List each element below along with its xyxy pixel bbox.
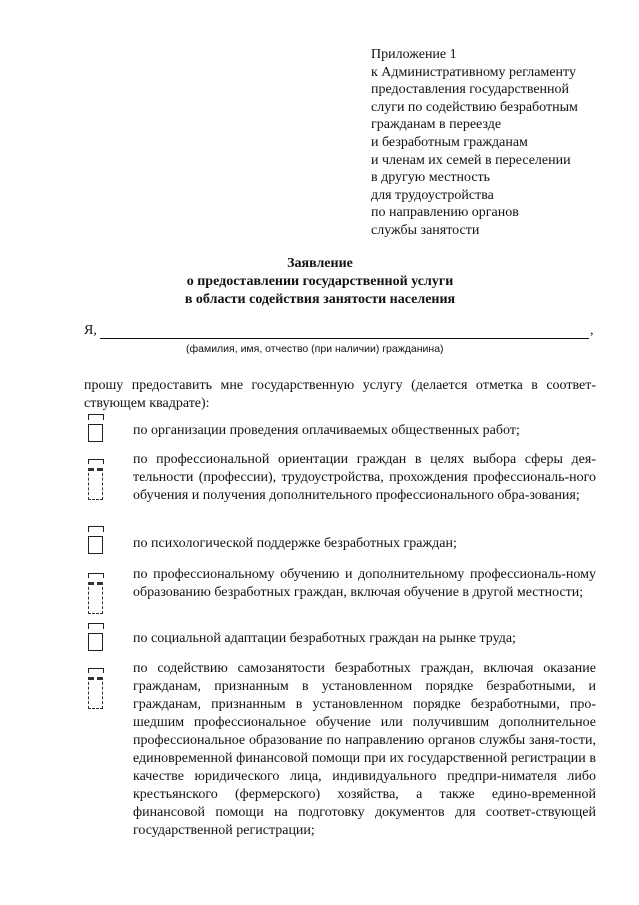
annex-line: службы занятости <box>371 222 480 238</box>
checkbox-box <box>88 582 103 614</box>
annex-line: по направлению органов <box>371 205 519 221</box>
option-checkbox[interactable] <box>88 668 102 694</box>
option-checkbox[interactable] <box>88 459 102 485</box>
checkbox-top-mark <box>88 668 104 673</box>
annex-line: и безработным гражданам <box>371 134 528 150</box>
option-checkbox[interactable] <box>88 573 102 599</box>
annex-line: гражданам в переезде <box>371 117 502 133</box>
applicant-name-field[interactable] <box>100 338 589 339</box>
checkbox-box <box>88 633 103 651</box>
document-subtitle-line1: о предоставлении государственной услуги <box>186 274 454 289</box>
checkbox-top-mark <box>88 414 104 420</box>
option-text: по содействию самозанятости безработных граждан, включая оказание гражданам, признанным в установленном порядке безработными, и гражданам, признанным в установленном порядке безработными, про-шедшим профессиональное обучение или получившим дополнительное профессиональное образование по направлению органов службы заня-тости, единовременной финансовой помощи при их государственной регистрации в качестве юридического лица, индивидуального предпри-нимателя либо крестьянского (фермерского) хозяйства, а также едино-временной финансовой помощи на подготовку документов для соответ-ствующей государственной регистрации; <box>133 661 596 838</box>
annex-line: и членам их семей в переселении <box>371 152 571 168</box>
checkbox-top-mark <box>88 573 104 578</box>
request-text: прошу предоставить мне государственную услугу (делается отметка в соответ-ствующем квадрате): <box>84 378 596 411</box>
option-checkbox[interactable] <box>88 414 102 440</box>
annex-line: к Административному регламенту <box>371 64 576 80</box>
annex-line: в другую местность <box>371 170 491 186</box>
option-text: по социальной адаптации безработных граждан на рынке труда; <box>133 631 516 646</box>
option-checkbox[interactable] <box>88 526 102 552</box>
document-subtitle-line2: в области содействия занятости населения <box>184 292 456 307</box>
applicant-prefix: Я, <box>84 323 97 338</box>
option-text: по профессиональному обучению и дополнительному профессиональ-ному образованию безработных граждан, включая обучение в другой местности; <box>133 567 596 600</box>
applicant-caption: (фамилия, имя, отчество (при наличии) гражданина) <box>186 343 444 355</box>
checkbox-top-mark <box>88 623 104 629</box>
option-checkbox[interactable] <box>88 623 102 649</box>
annex-block <box>371 46 578 240</box>
checkbox-box <box>88 424 103 442</box>
annex-line: для трудоустройства <box>371 187 494 203</box>
document-title: Заявление <box>287 256 353 271</box>
checkbox-top-mark <box>88 526 104 532</box>
option-text: по организации проведения оплачиваемых общественных работ; <box>133 423 520 438</box>
annex-line: предоставления государственной <box>371 82 570 98</box>
checkbox-box <box>88 468 103 500</box>
applicant-row <box>84 323 596 343</box>
option-text: по профессиональной ориентации граждан в целях выбора сферы дея-тельности (профессии), трудоустройства, прохождения профессиональ-ного обучения и получения дополнительного профессионального обра-зования; <box>133 452 596 503</box>
checkbox-box <box>88 536 103 554</box>
checkbox-box <box>88 677 103 709</box>
applicant-comma: , <box>590 323 594 338</box>
annex-line: Приложение 1 <box>371 47 457 62</box>
annex-line: слуги по содействию безработным <box>371 99 578 115</box>
option-text: по психологической поддержке безработных граждан; <box>133 536 457 551</box>
checkbox-top-mark <box>88 459 104 464</box>
